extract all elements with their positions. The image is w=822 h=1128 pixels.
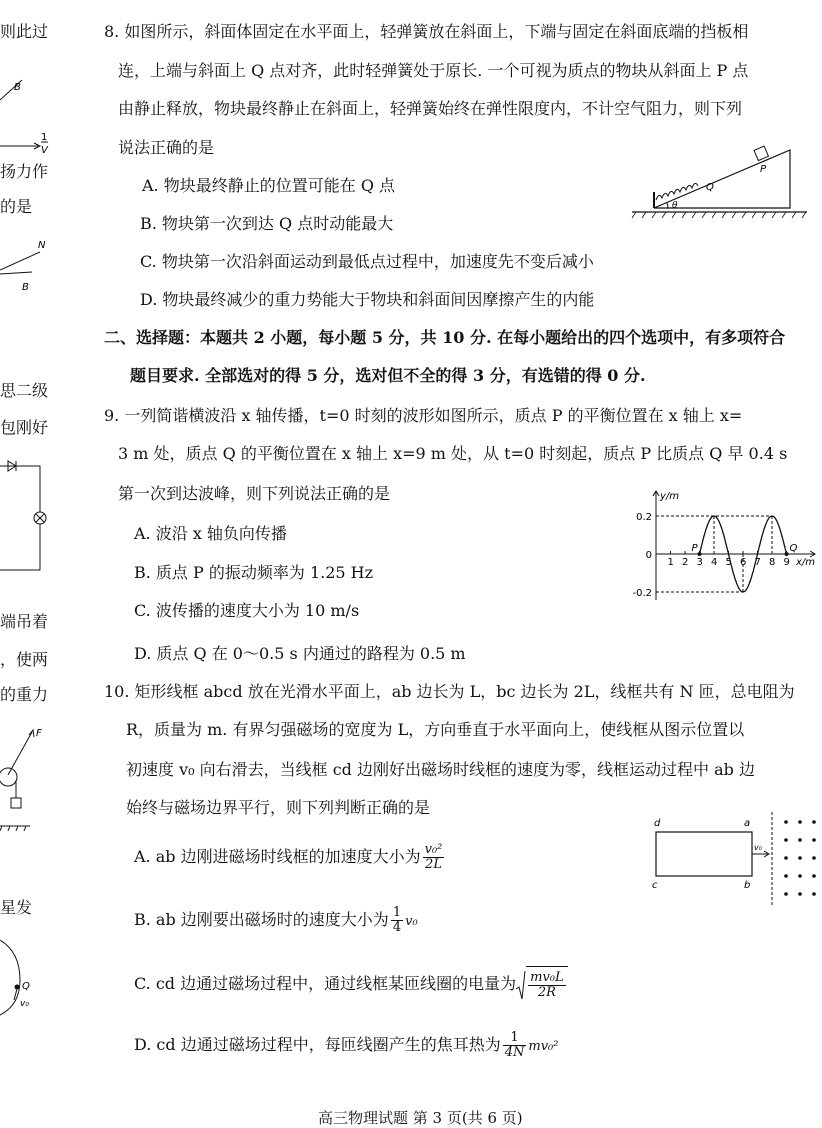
q10-option-c-text: C. cd 边通过磁场过程中，通过线框某匝线圈的电量为 (134, 973, 517, 993)
y-tick-label: 0.2 (636, 512, 652, 523)
x-tick-label: 5 (725, 557, 732, 568)
fraction-numerator: 1 (503, 1031, 527, 1046)
label-p: P (760, 164, 767, 175)
q10-line: 10. 矩形线框 abcd 放在光滑水平面上，ab 边长为 L，bc 边长为 2L，线框共有 N 匝，总电阻为 (104, 682, 795, 701)
fraction-denominator: 2L (425, 857, 442, 872)
q9-option-d: D. 质点 Q 在 0～0.5 s 内通过的路程为 0.5 m (134, 644, 466, 663)
left-fragment: 星发 (0, 898, 33, 917)
label-b2: B (22, 282, 29, 293)
section-2-line1: 二、选择题：本题共 2 小题，每小题 5 分，共 10 分. 在每小题给出的四个选项中，有多项符合 (104, 328, 786, 347)
x-tick-label: 9 (783, 557, 790, 568)
incline-figure (632, 142, 812, 222)
point-q-label: Q (789, 543, 798, 554)
q10-option-b-suffix: v₀ (405, 914, 418, 929)
label-c: c (652, 880, 658, 891)
label-q: Q (22, 981, 30, 992)
q10-option-b-fraction (391, 906, 403, 935)
left-fragment: ，使两 (0, 650, 49, 669)
left-fragment: 包刚好 (0, 418, 49, 437)
fraction-numerator: mv₀L (530, 970, 564, 985)
left-fragment: 思二级 (0, 381, 49, 400)
wave-chart (618, 488, 820, 608)
q10-line: 始终与磁场边界平行，则下列判断正确的是 (126, 798, 431, 817)
frame-field-figure (648, 810, 818, 910)
left-fragment: 扬力作 (0, 162, 49, 181)
y-tick-label: 0 (645, 550, 652, 561)
q10-line: R，质量为 m. 有界匀强磁场的宽度为 L，方向垂直于水平面向上，使线框从图示位置以 (126, 720, 745, 739)
x-tick-label: 1 (667, 557, 674, 568)
x-axis-label: x/m (796, 557, 816, 568)
fraction-denominator: 4N (504, 1045, 525, 1060)
point-p-label: P (691, 543, 698, 554)
fraction-numerator: 1 (392, 905, 402, 920)
y-axis-label: y/m (660, 491, 680, 502)
q8-line: 由静止释放，物块最终静止在斜面上，轻弹簧始终在弹性限度内，不计空气阻力，则下列 (118, 99, 743, 118)
label-a: a (744, 818, 751, 829)
label-v0: v₀ (20, 999, 29, 1009)
q8-option-c: C. 物块第一次沿斜面运动到最低点过程中，加速度先不变后减小 (140, 252, 594, 271)
fraction-denominator: 4 (392, 920, 402, 935)
fraction-denominator: 2R (537, 985, 556, 1000)
q10-option-c (134, 966, 568, 1003)
q10-option-a (134, 840, 446, 874)
q9-line: 9. 一列简谐横波沿 x 轴传播，t=0 时刻的波形如图所示，质点 P 的平衡位置在 x 轴上 x= (104, 406, 743, 425)
q9-line: 3 m 处，质点 Q 的平衡位置在 x 轴上 x=9 m 处，从 t=0 时刻起，质点 P 比质点 Q 早 0.4 s (118, 444, 788, 463)
q8-option-d: D. 物块最终减少的重力势能大于物块和斜面间因摩擦产生的内能 (140, 290, 595, 309)
point-q-marker (785, 552, 789, 556)
q8-line: 8. 如图所示，斜面体固定在水平面上，轻弹簧放在斜面上，下端与固定在斜面底端的挡板相 (104, 22, 749, 41)
q9-line: 第一次到达波峰，则下列说法正确的是 (118, 484, 391, 503)
x-tick-label: 4 (711, 557, 718, 568)
q10-option-d-suffix: mv₀² (528, 1039, 559, 1054)
q9-option-a: A. 波沿 x 轴负向传播 (134, 524, 287, 543)
x-tick-label: 7 (754, 557, 761, 568)
q10-option-b-text: B. ab 边刚要出磁场时的速度大小为 (134, 910, 389, 929)
left-fragment: 端吊着 (0, 612, 49, 631)
left-strip-diagrams (0, 60, 60, 1009)
q10-option-d (134, 1028, 559, 1064)
q8-option-a: A. 物块最终静止的位置可能在 Q 点 (142, 176, 396, 195)
sqrt-sign (516, 966, 568, 1003)
q10-option-d-text: D. cd 边通过磁场过程中，每匝线圈产生的焦耳热为 (134, 1035, 501, 1054)
x-tick-label: 3 (696, 557, 703, 568)
q10-option-a-text: A. ab 边刚进磁场时线框的加速度大小为 (134, 847, 421, 866)
x-tick-label: 2 (682, 557, 689, 568)
q9-option-b: B. 质点 P 的振动频率为 1.25 Hz (134, 563, 374, 582)
label-n: N (38, 240, 46, 251)
x-tick-label: 8 (769, 557, 776, 568)
label-b: b (744, 880, 751, 891)
q8-line: 连，上端与斜面上 Q 点对齐，此时轻弹簧处于原长. 一个可视为质点的物块从斜面上 P 点 (118, 61, 749, 80)
label-v0: v₀ (754, 843, 762, 852)
label-b1: B (14, 82, 21, 93)
label-d: d (654, 818, 661, 829)
label-theta: θ (672, 201, 678, 211)
q9-option-c: C. 波传播的速度大小为 10 m/s (134, 601, 360, 620)
q10-line: 初速度 v₀ 向右滑去，当线框 cd 边刚好出磁场时线框的速度为零，线框运动过程中 ab 边 (126, 760, 755, 779)
q10-option-d-fraction (503, 1031, 527, 1060)
q10-option-b (134, 903, 418, 939)
left-fragment: 的重力 (0, 685, 49, 704)
q8-option-b: B. 物块第一次到达 Q 点时动能最大 (140, 214, 394, 233)
q10-option-a-fraction (423, 843, 445, 872)
label-v: V (41, 145, 48, 156)
left-fragment: 则此过 (0, 22, 49, 41)
label-f: F (36, 728, 42, 739)
y-tick-label: -0.2 (632, 588, 652, 599)
label-q: Q (706, 182, 714, 193)
fraction-numerator: v₀² (424, 842, 443, 857)
left-fragment: 的是 (0, 197, 33, 216)
section-2-line2: 题目要求. 全部选对的得 5 分，选对但不全的得 3 分，有选错的得 0 分. (130, 366, 646, 385)
page-footer: 高三物理试题 第 3 页(共 6 页) (318, 1109, 523, 1127)
point-p-marker (698, 552, 702, 556)
x-tick-label: 6 (740, 557, 747, 568)
label-one: 1 (41, 132, 48, 143)
q8-line: 说法正确的是 (118, 138, 215, 157)
